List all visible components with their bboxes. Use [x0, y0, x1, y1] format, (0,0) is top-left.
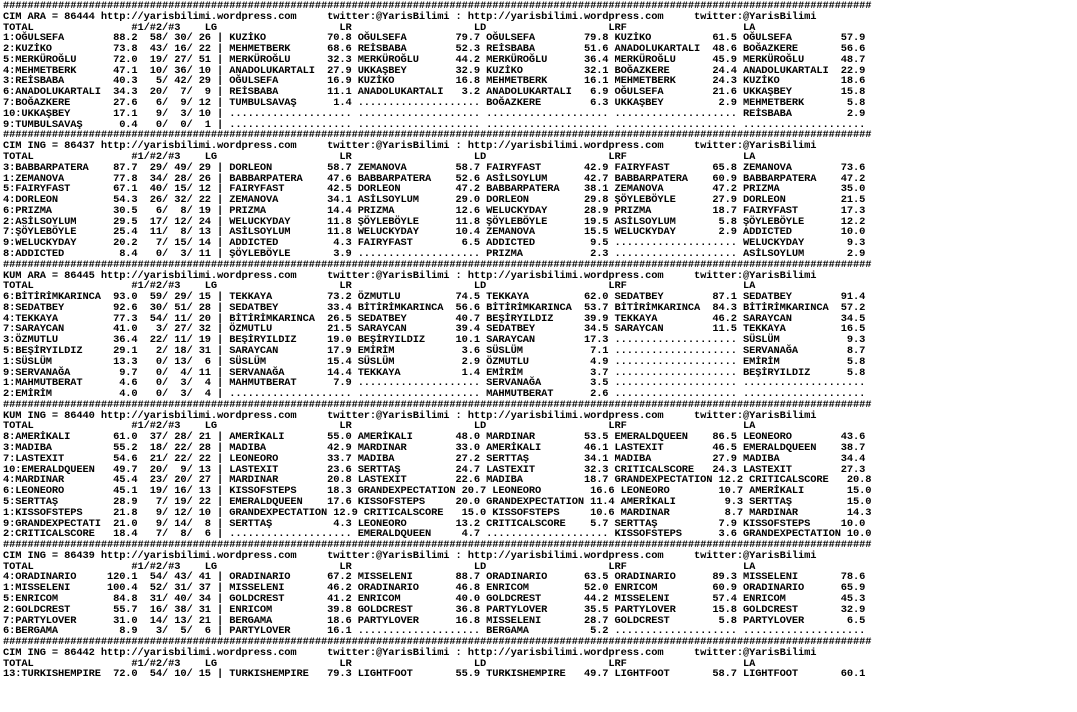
table-row: 7:ŞÖYLEBÖYLE 25.4 11/ 8/ 13 | ASİLSOYLUM 11.8 WELUCKYDAY 10.4 ZEMANOVA 15.5 WELUCKYDAY 2.9 ADDICTED 10.0: [3, 226, 866, 239]
race-header: CIM ING = 86442 http://yarisbilimi.wordpress.com twitter:@YarisBilimi : http://yarisbilimi.wordpress.com twitter:@YarisBilimi: [3, 646, 817, 659]
table-row: 2:EMİRİM 4.0 0/ 3/ 4 | .................... .................... MAHMUTBERAT 2.6 .................... ....................: [3, 388, 866, 401]
separator-line: ##############################################################################################################################################: [3, 540, 872, 551]
table-row: 5:ENRICOM 84.8 31/ 40/ 34 | GOLDCREST 41.2 ENRICOM 40.0 GOLDCREST 44.2 MISSELENI 57.4 ENRICOM 45.3: [3, 592, 866, 605]
column-headers: TOTAL #1/#2/#3 LG LR LD LRF LA: [3, 657, 756, 670]
table-row: 9:SERVANAĞA 9.7 0/ 4/ 11 | SERVANAĞA 14.4 TEKKAYA 1.4 EMİRİM 3.7 .................... BEŞİRYILDIZ 5.8: [3, 366, 866, 379]
race-section: [3, 400, 1075, 540]
table-row: 1:ZEMANOVA 77.8 34/ 28/ 26 | BABBARPATERA 47.6 BABBARPATERA 52.6 ASİLSOYLUM 42.7 BABBARPATERA 60.9 BABBARPATERA 47.2: [3, 172, 866, 185]
table-row: 6:BİTİRİMKARINCA 93.0 59/ 29/ 15 | TEKKAYA 73.2 ÖZMUTLU 74.5 TEKKAYA 62.0 SEDATBEY 87.1 SEDATBEY 91.4: [3, 291, 866, 304]
table-row: 6:ANADOLUKARTALI 34.3 20/ 7/ 9 | REİSBABA 11.1 ANADOLUKARTALI 3.2 ANADOLUKARTALI 6.9 OĞULSEFA 21.6 UKKAŞBEY 15.8: [3, 86, 866, 99]
table-row: 5:BEŞİRYILDIZ 29.1 2/ 18/ 31 | SARAYCAN 17.9 EMİRİM 3.6 SÜSLÜM 7.1 .................... SERVANAĞA 8.7: [3, 345, 866, 357]
race-header: KUM ARA = 86445 http://yarisbilimi.wordpress.com twitter:@YarisBilimi : http://yarisbilimi.wordpress.com twitter:@YarisBilimi: [3, 269, 817, 282]
separator-line: ##############################################################################################################################################: [3, 637, 872, 648]
table-row: 1:KISSOFSTEPS 21.8 9/ 12/ 10 | GRANDEXPECTATION 12.9 CRITICALSCORE 15.0 KISSOFSTEPS 10.6 MARDINAR 8.7 MARDINAR 14.3: [3, 506, 872, 519]
table-row: 4:MEHMETBERK 47.1 10/ 36/ 10 | ANADOLUKARTALI 27.9 UKKAŞBEY 32.9 KUZİKO 32.1 BOĞAZKERE 24.4 ANADOLUKARTALI 22.9: [3, 64, 866, 77]
table-row: 2:KUZİKO 73.8 43/ 16/ 22 | MEHMETBERK 68.6 REİSBABA 52.3 REİSBABA 51.6 ANADOLUKARTALI 48.6 BOĞAZKERE 56.6: [3, 43, 866, 56]
table-row: 6:BERGAMA 8.9 3/ 5/ 6 | PARTYLOVER 16.1 .................... BERGAMA 5.2 .................... ....................: [3, 625, 866, 638]
race-section: [3, 260, 1075, 400]
race-section: [3, 1, 1075, 130]
column-headers: TOTAL #1/#2/#3 LG LR LD LRF LA: [3, 150, 756, 163]
race-section: [3, 637, 1075, 680]
separator-line: ##############################################################################################################################################: [3, 130, 872, 142]
table-row: 1:MISSELENI 100.4 52/ 31/ 37 | MISSELENI 46.2 ORADINARIO 46.8 ENRICOM 52.0 ENRICOM 60.9 ORADINARIO 65.9: [3, 582, 866, 595]
table-row: 8:SEDATBEY 92.6 30/ 51/ 28 | SEDATBEY 33.4 BİTİRİMKARINCA 56.6 BİTİRİMKARINCA 53.7 BİTİRİMKARINCA 84.3 BİTİRİMKARINCA 57.2: [3, 301, 866, 314]
table-row: 2:ASİLSOYLUM 29.5 17/ 12/ 24 | WELUCKYDAY 11.8 ŞÖYLEBÖYLE 11.8 ŞÖYLEBÖYLE 19.5 ASİLSOYLUM 5.8 ŞÖYLEBÖYLE 12.2: [3, 215, 866, 228]
table-row: 5:FAIRYFAST 67.1 40/ 15/ 12 | FAIRYFAST 42.5 DORLEON 47.2 BABBARPATERA 38.1 ZEMANOVA 47.2 PRIZMA 35.0: [3, 183, 866, 196]
table-row: 2:CRITICALSCORE 18.4 7/ 8/ 6 | .................... EMERALDQUEEN 4.7 .................... KISSOFSTEPS 3.6 GRANDEXPECTATION 10.0: [3, 528, 872, 541]
race-header: CIM ING = 86437 http://yarisbilimi.wordpress.com twitter:@YarisBilimi : http://yarisbilimi.wordpress.com twitter:@YarisBilimi: [3, 140, 817, 153]
table-row: 4:MARDINAR 45.4 23/ 20/ 27 | MARDINAR 20.8 LASTEXIT 22.6 MADIBA 18.7 GRANDEXPECTATION 12.2 CRITICALSCORE 20.8: [3, 474, 872, 487]
table-row: 13:TURKISHEMPIRE 72.0 54/ 10/ 15 | TURKISHEMPIRE 79.3 LIGHTFOOT 55.9 TURKISHEMPIRE 49.7 LIGHTFOOT 58.7 LIGHTFOOT 60.1: [3, 668, 866, 681]
table-row: 7:BOĞAZKERE 27.6 6/ 9/ 12 | TUMBULSAVAŞ 1.4 .................... BOĞAZKERE 6.3 UKKAŞBEY 2.9 MEHMETBERK 5.8: [3, 97, 866, 110]
table-row: 9:WELUCKYDAY 20.2 7/ 15/ 14 | ADDICTED 4.3 FAIRYFAST 6.5 ADDICTED 9.5 .................... WELUCKYDAY 9.3: [3, 237, 866, 250]
column-headers: TOTAL #1/#2/#3 LG LR LD LRF LA: [3, 420, 756, 433]
table-row: 3:ÖZMUTLU 36.4 22/ 11/ 19 | BEŞİRYILDIZ 19.0 BEŞİRYILDIZ 10.1 SARAYCAN 17.3 .................... SÜSLÜM 9.3: [3, 334, 866, 347]
table-row: 3:REİSBABA 40.3 5/ 42/ 29 | OĞULSEFA 16.9 KUZİKO 16.8 MEHMETBERK 16.1 MEHMETBERK 24.3 KUZİKO 18.6: [3, 75, 866, 88]
table-row: 8:ADDICTED 8.4 0/ 3/ 11 | ŞÖYLEBÖYLE 3.9 .................... PRIZMA 2.3 .................... ASİLSOYLUM 2.9: [3, 247, 866, 260]
column-headers: TOTAL #1/#2/#3 LG LR LD LRF LA: [3, 21, 756, 34]
table-row: 3:BABBARPATERA 87.7 29/ 49/ 29 | DORLEON 58.7 ZEMANOVA 58.7 FAIRYFAST 42.9 FAIRYFAST 65.8 ZEMANOVA 73.6: [3, 161, 866, 174]
table-row: 6:LEONEORO 45.1 19/ 16/ 13 | KISSOFSTEPS 18.3 GRANDEXPECTATION 20.7 LEONEORO 16.6 LEONEORO 10.7 AMERİKALI 15.0: [3, 485, 872, 498]
table-row: 6:PRIZMA 30.5 6/ 8/ 19 | PRIZMA 14.4 PRIZMA 12.6 WELUCKYDAY 28.9 PRIZMA 18.7 FAIRYFAST 17.3: [3, 204, 866, 217]
table-row: 5:MERKÜROĞLU 72.0 19/ 27/ 51 | MERKÜROĞLU 32.3 MERKÜROĞLU 44.2 MERKÜROĞLU 36.4 MERKÜROĞLU 45.9 MERKÜROĞLU 48.7: [3, 53, 866, 66]
table-row: 7:PARTYLOVER 31.0 14/ 13/ 21 | BERGAMA 18.6 PARTYLOVER 16.8 MISSELENI 28.7 GOLDCREST 5.8 PARTYLOVER 6.5: [3, 614, 866, 627]
race-section: [3, 130, 1075, 259]
table-row: 8:AMERİKALI 61.0 37/ 28/ 21 | AMERİKALI 55.0 AMERİKALI 48.0 MARDINAR 53.5 EMERALDQUEEN 86.5 LEONEORO 43.6: [3, 431, 866, 444]
table-row: 9:GRANDEXPECTATI 21.0 9/ 14/ 8 | SERTTAŞ 4.3 LEONEORO 13.2 CRITICALSCORE 5.7 SERTTAŞ 7.9 KISSOFSTEPS 10.0: [3, 517, 866, 530]
race-stats-document: [3, 1, 1075, 711]
column-headers: TOTAL #1/#2/#3 LG LR LD LRF LA: [3, 280, 756, 293]
race-header: CIM ING = 86439 http://yarisbilimi.wordpress.com twitter:@YarisBilimi : http://yarisbilimi.wordpress.com twitter:@YarisBilimi: [3, 549, 817, 562]
race-header: KUM ING = 86440 http://yarisbilimi.wordpress.com twitter:@YarisBilimi : http://yarisbilimi.wordpress.com twitter:@YarisBilimi: [3, 409, 817, 422]
table-row: 1:OĞULSEFA 88.2 58/ 30/ 26 | KUZİKO 70.8 OĞULSEFA 79.7 OĞULSEFA 79.8 KUZİKO 61.5 OĞULSEFA 57.9: [3, 32, 866, 45]
table-row: 7:LASTEXIT 54.6 21/ 22/ 22 | LEONEORO 33.7 MADIBA 27.2 SERTTAŞ 34.1 MADIBA 27.9 MADIBA 34.4: [3, 452, 866, 465]
separator-line: ##############################################################################################################################################: [3, 399, 872, 411]
table-row: 4:TEKKAYA 77.3 54/ 11/ 20 | BİTİRİMKARINCA 26.5 SEDATBEY 40.7 BEŞİRYILDIZ 39.9 TEKKAYA 46.2 SARAYCAN 34.5: [3, 312, 866, 325]
table-row: 10:EMERALDQUEEN 49.7 20/ 9/ 13 | LASTEXIT 23.6 SERTTAŞ 24.7 LASTEXIT 32.3 CRITICALSCORE 24.3 LASTEXIT 27.3: [3, 463, 866, 476]
column-headers: TOTAL #1/#2/#3 LG LR LD LRF LA: [3, 560, 756, 573]
table-row: 4:ORADINARIO 120.1 54/ 43/ 41 | ORADINARIO 67.2 MISSELENI 88.7 ORADINARIO 63.5 ORADINARIO 89.3 MISSELENI 78.6: [3, 571, 866, 584]
table-row: 9:TUMBULSAVAŞ 0.4 0/ 0/ 1 | .................... .................... .................... .................... ....................: [3, 118, 866, 131]
table-row: 5:SERTTAŞ 28.9 7/ 19/ 22 | EMERALDQUEEN 17.6 KISSOFSTEPS 20.0 GRANDEXPECTATION 11.4 AMERİKALI 9.3 SERTTAŞ 15.0: [3, 495, 872, 508]
race-header: CIM ARA = 86444 http://yarisbilimi.wordpress.com twitter:@YarisBilimi : http://yarisbilimi.wordpress.com twitter:@YarisBilimi: [3, 10, 817, 23]
table-row: 1:MAHMUTBERAT 4.6 0/ 3/ 4 | MAHMUTBERAT 7.9 .................... SERVANAĞA 3.5 .................... ....................: [3, 377, 866, 390]
table-row: 3:MADIBA 55.2 18/ 22/ 28 | MADIBA 42.9 MARDINAR 33.0 AMERİKALI 46.1 LASTEXIT 46.5 EMERALDQUEEN 38.7: [3, 442, 866, 455]
table-row: 7:SARAYCAN 41.0 3/ 27/ 32 | ÖZMUTLU 21.5 SARAYCAN 39.4 SEDATBEY 34.5 SARAYCAN 11.5 TEKKAYA 16.5: [3, 323, 866, 336]
table-row: 1:SÜSLÜM 13.3 0/ 13/ 6 | SÜSLÜM 15.4 SÜSLÜM 2.9 ÖZMUTLU 4.9 .................... EMİRİM 5.8: [3, 355, 866, 368]
table-row: 10:UKKAŞBEY 17.1 9/ 3/ 10 | .................... .................... .................... .................... REİSBABA 2.9: [3, 107, 866, 120]
separator-line: ##############################################################################################################################################: [3, 1, 872, 12]
table-row: 2:GOLDCREST 55.7 16/ 38/ 31 | ENRICOM 39.8 GOLDCREST 36.8 PARTYLOVER 35.5 PARTYLOVER 15.8 GOLDCREST 32.9: [3, 603, 866, 616]
table-row: 4:DORLEON 54.3 26/ 32/ 22 | ZEMANOVA 34.1 ASİLSOYLUM 29.0 DORLEON 29.8 ŞÖYLEBÖYLE 27.9 DORLEON 21.5: [3, 194, 866, 207]
race-section: [3, 540, 1075, 637]
separator-line: ##############################################################################################################################################: [3, 259, 872, 271]
